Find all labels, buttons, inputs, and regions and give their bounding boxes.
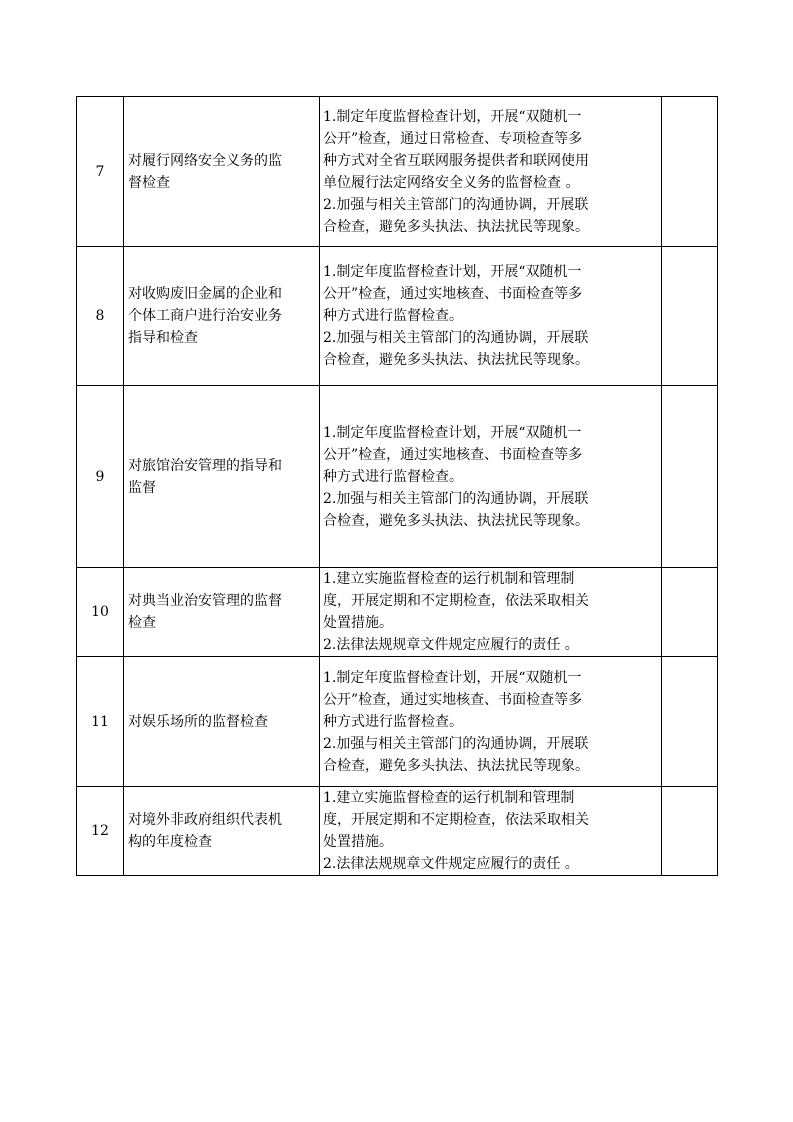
supervision-measures-cell bbox=[320, 657, 662, 787]
inspection-item-text: 督检查 bbox=[128, 174, 170, 191]
supervision-measures-cell bbox=[320, 568, 662, 657]
inspection-item-cell bbox=[124, 97, 320, 247]
row-number: 11 bbox=[77, 657, 124, 787]
row-number: 7 bbox=[77, 97, 124, 247]
supervision-measure-text: 2.加强与相关主管部门的沟通协调，开展联 bbox=[323, 490, 589, 507]
table-row bbox=[77, 568, 718, 657]
supervision-measure-text: 合检查，避免多头执法、执法扰民等现象。 bbox=[323, 352, 589, 368]
supervision-table bbox=[76, 96, 718, 876]
supervision-measure-text: 公开”检查，通过实地核查、书面检查等多 bbox=[323, 691, 583, 708]
inspection-item-text: 构的年度检查 bbox=[128, 834, 212, 850]
remark-cell bbox=[662, 97, 718, 247]
supervision-measure-text: 处置措施。 bbox=[323, 615, 393, 631]
supervision-measure-text: 2.法律法规规章文件规定应履行的责任 。 bbox=[323, 637, 579, 653]
supervision-measures-cell bbox=[320, 787, 662, 876]
supervision-measure-text: 种方式进行监督检查。 bbox=[323, 308, 463, 324]
supervision-measure-text: 度，开展定期和不定期检查，依法采取相关 bbox=[323, 593, 589, 609]
supervision-measure-text: 1.制定年度监督检查计划，开展“双随机一 bbox=[323, 264, 582, 280]
row-number: 10 bbox=[77, 568, 124, 657]
supervision-measure-text: 1.制定年度监督检查计划，开展“双随机一 bbox=[323, 424, 582, 441]
supervision-measure-text: 1.制定年度监督检查计划，开展“双随机一 bbox=[323, 108, 582, 125]
supervision-measure-text: 合检查，避免多头执法、执法扰民等现象。 bbox=[323, 218, 589, 235]
supervision-measure-text: 1.建立实施监督检查的运行机制和管理制 bbox=[323, 571, 575, 587]
supervision-measure-text: 种方式进行监督检查。 bbox=[323, 468, 463, 485]
inspection-item-text: 个体工商户进行治安业务 bbox=[128, 308, 282, 324]
inspection-item-text: 指导和检查 bbox=[128, 330, 198, 346]
supervision-measure-text: 1.建立实施监督检查的运行机制和管理制 bbox=[323, 790, 575, 806]
supervision-measure-text: 公开”检查，通过日常检查、专项检查等多 bbox=[323, 130, 583, 147]
row-number: 9 bbox=[77, 386, 124, 568]
inspection-item-cell bbox=[124, 568, 320, 657]
supervision-measure-text: 2.加强与相关主管部门的沟通协调，开展联 bbox=[323, 196, 589, 213]
inspection-item-text: 对履行网络安全义务的监 bbox=[128, 152, 282, 169]
supervision-measure-text: 合检查，避免多头执法、执法扰民等现象。 bbox=[323, 757, 589, 774]
supervision-measures-cell bbox=[320, 97, 662, 247]
table-row bbox=[77, 97, 718, 247]
supervision-measure-text: 单位履行法定网络安全义务的监督检查 。 bbox=[323, 174, 580, 191]
remark-cell bbox=[662, 568, 718, 657]
inspection-item-cell bbox=[124, 386, 320, 568]
table-row bbox=[77, 787, 718, 876]
table-row bbox=[77, 386, 718, 568]
supervision-measure-text: 1.制定年度监督检查计划，开展“双随机一 bbox=[323, 669, 582, 686]
remark-cell bbox=[662, 657, 718, 787]
remark-cell bbox=[662, 247, 718, 386]
supervision-measure-text: 2.加强与相关主管部门的沟通协调，开展联 bbox=[323, 735, 589, 752]
table-body bbox=[77, 97, 718, 876]
supervision-measure-text: 公开”检查，通过实地核查、书面检查等多 bbox=[323, 446, 583, 463]
inspection-item-cell bbox=[124, 657, 320, 787]
remark-cell bbox=[662, 787, 718, 876]
supervision-measure-text: 处置措施。 bbox=[323, 834, 393, 850]
supervision-measure-text: 合检查，避免多头执法、执法扰民等现象。 bbox=[323, 512, 589, 529]
remark-cell bbox=[662, 386, 718, 568]
inspection-item-text: 检查 bbox=[128, 615, 156, 631]
row-number: 8 bbox=[77, 247, 124, 386]
supervision-measure-text: 种方式进行监督检查。 bbox=[323, 713, 463, 730]
supervision-measure-text: 公开”检查，通过实地核查、书面检查等多 bbox=[323, 286, 583, 302]
inspection-item-text: 对旅馆治安管理的指导和 bbox=[128, 457, 282, 474]
table-row bbox=[77, 247, 718, 386]
table-row bbox=[77, 657, 718, 787]
inspection-item-cell bbox=[124, 787, 320, 876]
row-number: 12 bbox=[77, 787, 124, 876]
inspection-item-text: 对境外非政府组织代表机 bbox=[128, 812, 282, 828]
inspection-item-text: 对娱乐场所的监督检查 bbox=[128, 713, 268, 730]
inspection-item-text: 对典当业治安管理的监督 bbox=[128, 593, 282, 609]
supervision-measures-cell bbox=[320, 247, 662, 386]
inspection-item-text: 对收购废旧金属的企业和 bbox=[128, 286, 282, 302]
supervision-measure-text: 2.法律法规规章文件规定应履行的责任 。 bbox=[323, 856, 579, 872]
supervision-measure-text: 度，开展定期和不定期检查，依法采取相关 bbox=[323, 812, 589, 828]
inspection-item-text: 监督 bbox=[128, 479, 156, 496]
supervision-measure-text: 2.加强与相关主管部门的沟通协调，开展联 bbox=[323, 330, 589, 346]
supervision-measures-cell bbox=[320, 386, 662, 568]
supervision-measure-text: 种方式对全省互联网服务提供者和联网使用 bbox=[323, 152, 589, 169]
inspection-item-cell bbox=[124, 247, 320, 386]
